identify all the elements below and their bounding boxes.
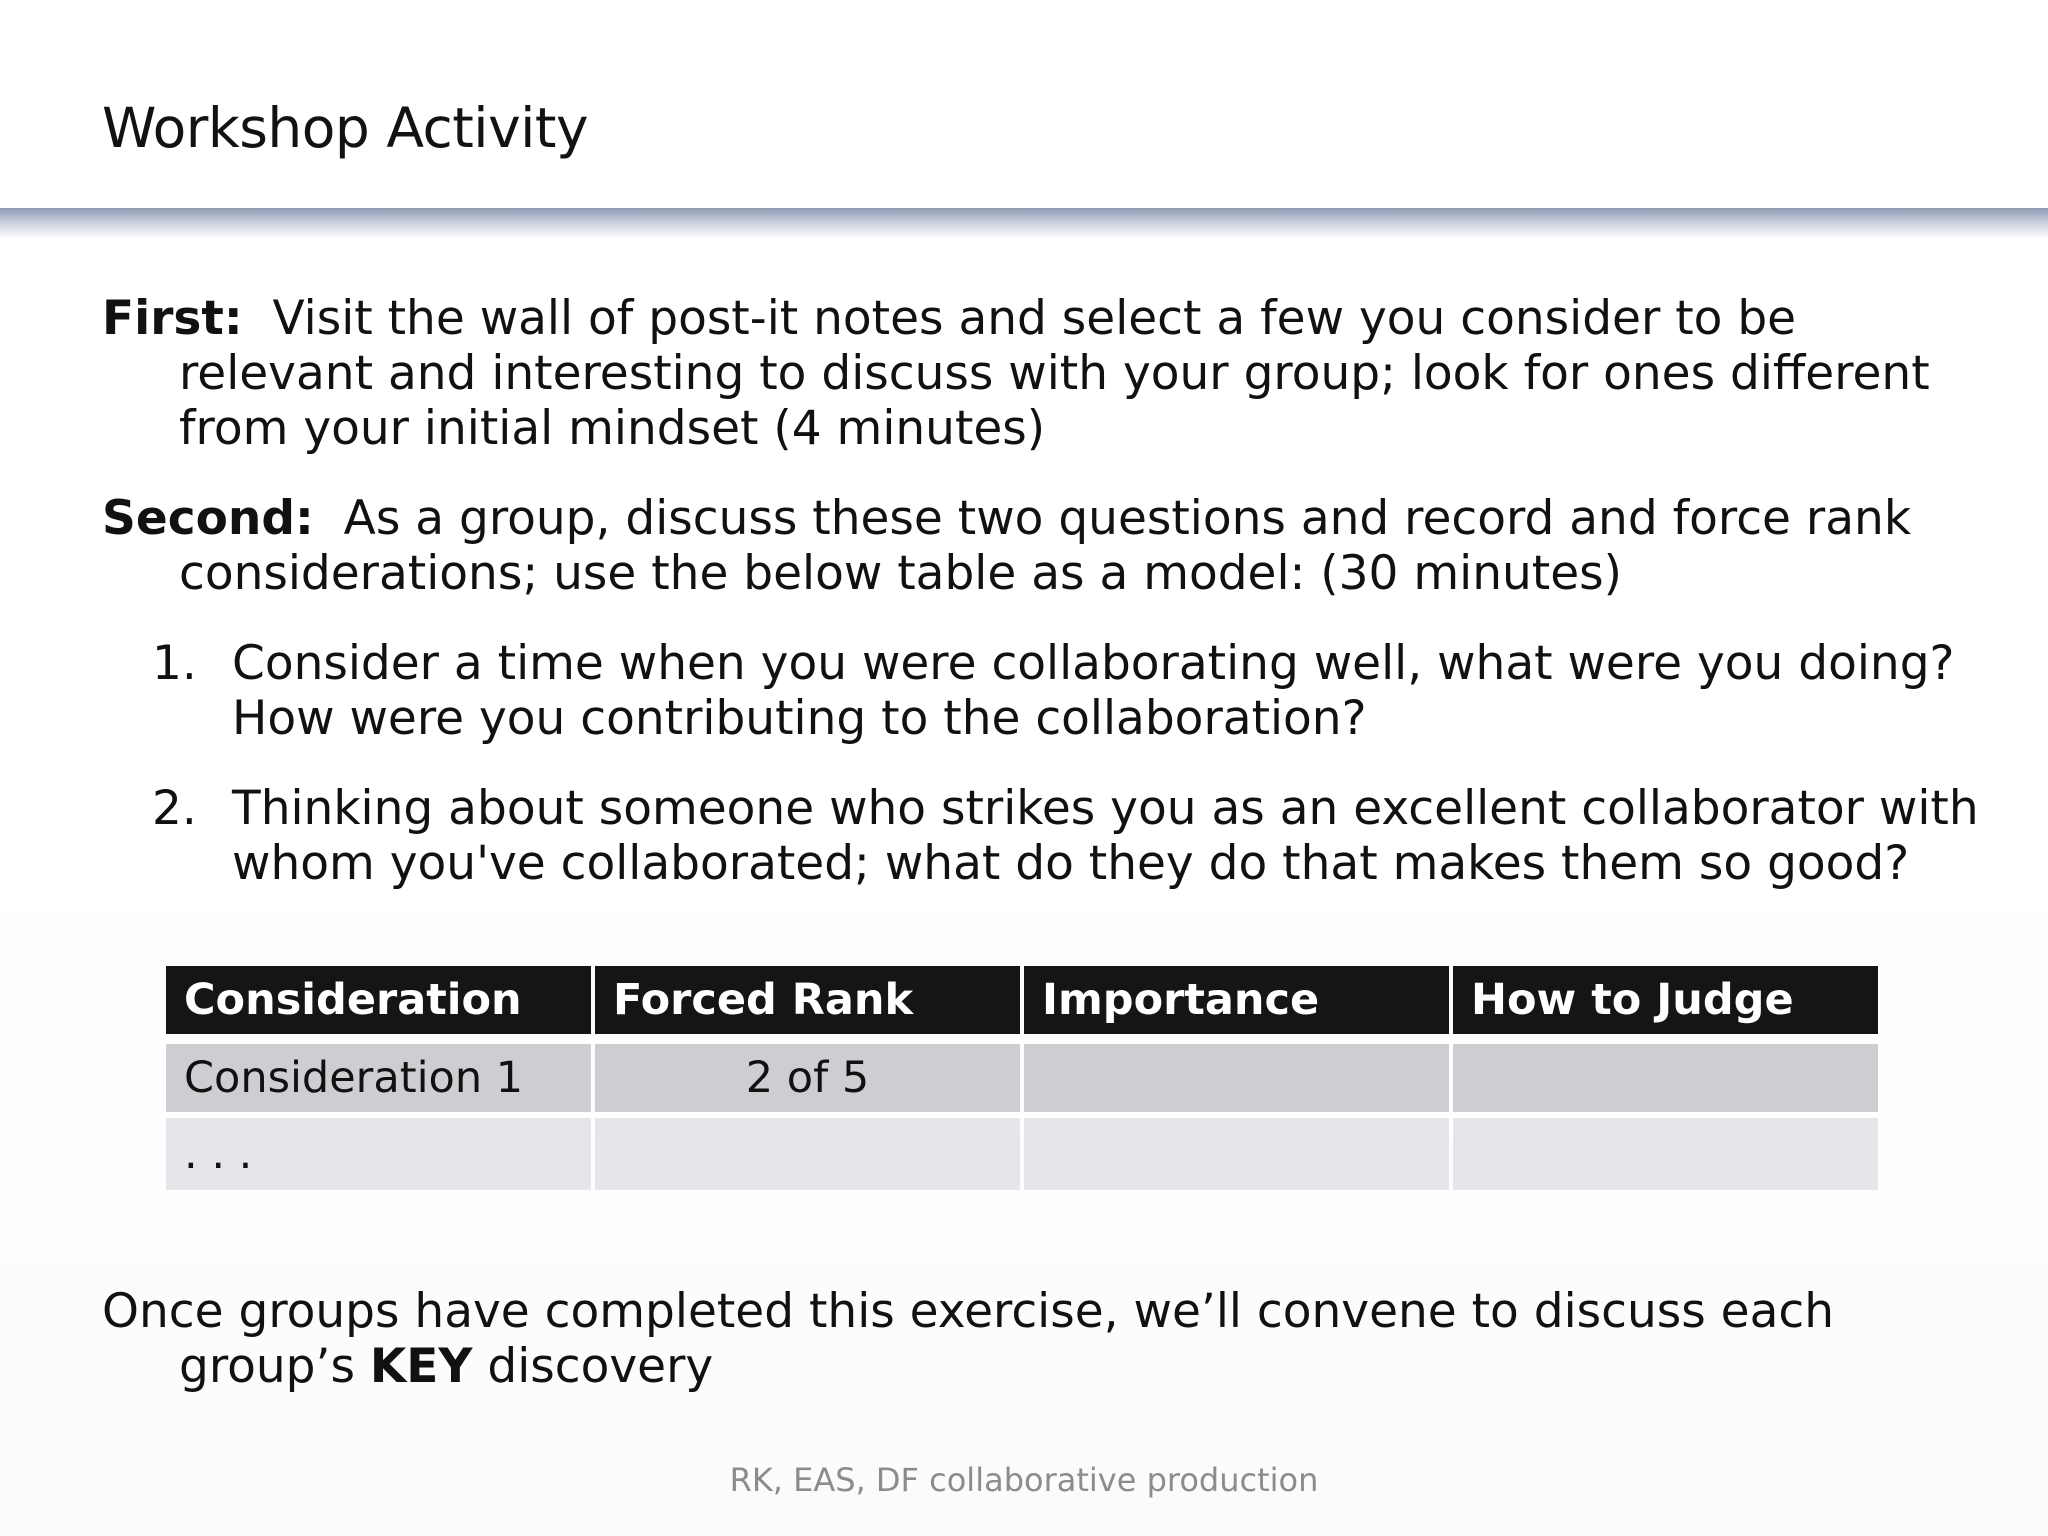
table-cell bbox=[1453, 1044, 1878, 1118]
question-number: 2. bbox=[152, 781, 197, 836]
question-number: 1. bbox=[152, 636, 197, 691]
table-cell bbox=[1453, 1118, 1878, 1190]
first-text-3: from your initial mindset (4 minutes) bbox=[179, 401, 1046, 456]
question-1-line-1: Consider a time when you were collaborating well, what were you doing? bbox=[232, 636, 1955, 691]
table-row bbox=[166, 1044, 1878, 1118]
table-cell: Consideration 1 bbox=[166, 1044, 591, 1118]
title-divider bbox=[0, 208, 2048, 238]
slide-footer: RK, EAS, DF collaborative production bbox=[729, 1461, 1319, 1499]
table-row bbox=[166, 1118, 1878, 1190]
header-how-to-judge: How to Judge bbox=[1453, 966, 1878, 1044]
first-label: First: bbox=[102, 291, 243, 346]
first-instruction bbox=[102, 291, 1962, 456]
question-2-line-1: Thinking about someone who strikes you as an excellent collaborator with bbox=[232, 781, 1979, 836]
second-line-1 bbox=[102, 491, 1962, 546]
first-text-2: relevant and interesting to discuss with your group; look for ones different bbox=[179, 346, 1930, 401]
table-cell bbox=[1024, 1118, 1449, 1190]
table-cell bbox=[595, 1118, 1020, 1190]
second-label: Second: bbox=[102, 491, 314, 546]
second-text-1: As a group, discuss these two questions and record and force rank bbox=[343, 491, 1912, 546]
closing-line-1: Once groups have completed this exercise, we’ll convene to discuss each bbox=[102, 1284, 1835, 1339]
second-text-2: considerations; use the below table as a model: (30 minutes) bbox=[179, 546, 1622, 601]
closing-note bbox=[102, 1284, 1962, 1394]
header-forced-rank: Forced Rank bbox=[595, 966, 1020, 1044]
model-table bbox=[162, 966, 1882, 1190]
table-header-row bbox=[166, 966, 1878, 1044]
question-text bbox=[232, 636, 1955, 746]
slide-title: Workshop Activity bbox=[102, 96, 589, 160]
question-2-line-2: whom you've collaborated; what do they do that makes them so good? bbox=[232, 836, 1910, 891]
first-text-1: Visit the wall of post-it notes and select a few you consider to be bbox=[272, 291, 1797, 346]
question-text bbox=[232, 781, 1979, 891]
first-line-1 bbox=[102, 291, 1962, 346]
table-cell: . . . bbox=[166, 1118, 591, 1190]
closing-text-post: discovery bbox=[472, 1339, 714, 1394]
header-consideration: Consideration bbox=[166, 966, 591, 1044]
question-1-line-2: How were you contributing to the collaboration? bbox=[232, 691, 1367, 746]
header-importance: Importance bbox=[1024, 966, 1449, 1044]
table-cell: 2 of 5 bbox=[595, 1044, 1020, 1118]
closing-text-pre: group’s bbox=[179, 1339, 370, 1394]
closing-key-word: KEY bbox=[369, 1339, 473, 1394]
closing-line-2 bbox=[102, 1339, 1962, 1394]
second-instruction bbox=[102, 491, 1962, 601]
table-cell bbox=[1024, 1044, 1449, 1118]
